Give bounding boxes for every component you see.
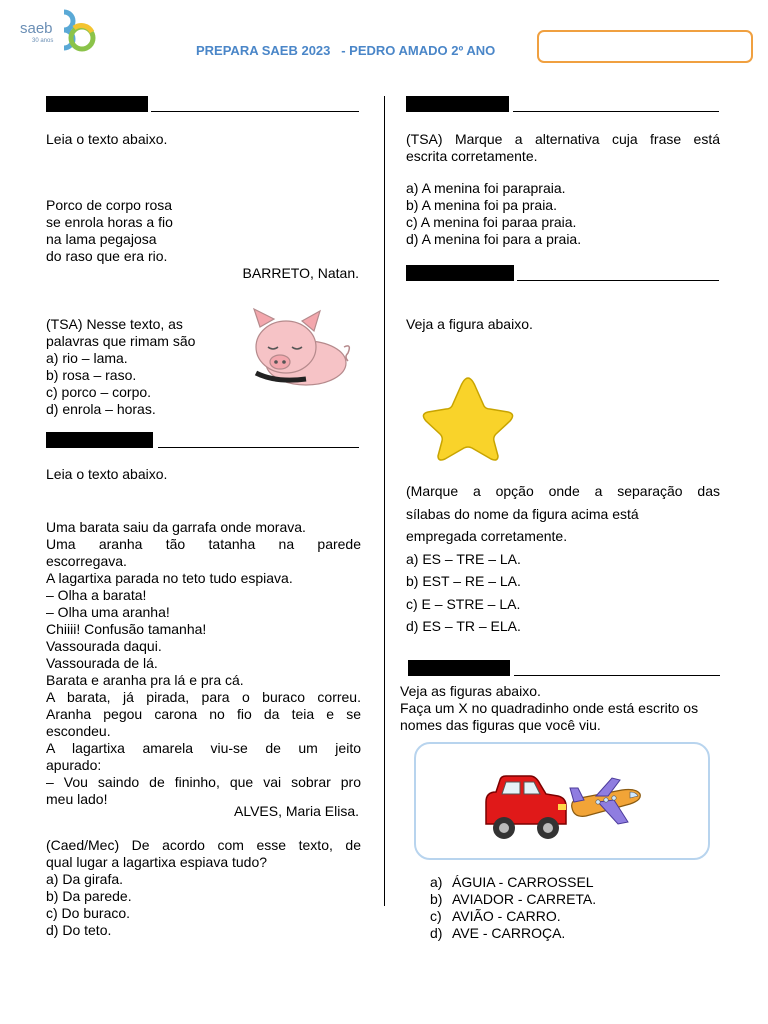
option-letter: c)	[430, 908, 442, 924]
text-line: A barata, já pirada, para o buraco correu.	[46, 689, 361, 705]
star-illustration	[420, 374, 516, 462]
q5-options	[430, 874, 596, 942]
option-letter: b)	[430, 891, 443, 907]
q2-question	[46, 837, 361, 939]
text-line: apurado:	[46, 757, 102, 773]
answer-line	[514, 675, 720, 676]
option[interactable]: c) porco – corpo.	[46, 384, 152, 400]
text-line: A lagartixa amarela viu-se de um jeito	[46, 740, 361, 756]
q4-instruction: Veja a figura abaixo.	[406, 316, 533, 332]
question-line: (Marque a opção onde a separação das	[406, 483, 720, 499]
figures-frame	[414, 742, 710, 860]
option-letter: d)	[430, 925, 443, 941]
text-line: Uma barata saiu da garrafa onde morava.	[46, 519, 306, 535]
option[interactable]: b) Da parede.	[46, 888, 132, 904]
question-line: escrita corretamente.	[406, 148, 538, 164]
saeb-logo	[18, 8, 100, 58]
pig-illustration	[244, 305, 354, 390]
text-line: escondeu.	[46, 723, 111, 739]
option-text: AVE - CARROÇA.	[452, 925, 566, 941]
text-line: – Vou saindo de fininho, que vai sobrar pro	[46, 774, 361, 790]
option[interactable]	[430, 925, 596, 942]
option[interactable]: a) ES – TRE – LA.	[406, 550, 521, 567]
question-number-box	[46, 432, 153, 448]
text-line: Faça um X no quadradinho onde está escrito os	[400, 700, 699, 716]
text-line: Vassourada de lá.	[46, 655, 158, 671]
option[interactable]: a) rio – lama.	[46, 350, 128, 366]
question-number-box	[406, 265, 514, 281]
poem-line: se enrola horas a fio	[46, 214, 173, 230]
option-text: AVIÃO - CARRO.	[452, 908, 561, 924]
question-number-box	[408, 660, 510, 676]
option[interactable]: c) A menina foi paraa praia.	[406, 214, 577, 230]
question-number-box	[46, 96, 148, 112]
option[interactable]: d) enrola – horas.	[46, 401, 156, 417]
q2-instruction: Leia o texto abaixo.	[46, 466, 168, 482]
car-illustration	[482, 774, 572, 844]
poem-line: Porco de corpo rosa	[46, 197, 173, 213]
option[interactable]: d) ES – TR – ELA.	[406, 618, 521, 634]
question-line: sílabas do nome da figura acima está	[406, 505, 639, 522]
text-line: Aranha pegou carona no fio da teia e se	[46, 706, 361, 722]
option[interactable]: c) Do buraco.	[46, 905, 131, 921]
option[interactable]: b) rosa – raso.	[46, 367, 137, 383]
text-line: – Olha a barata!	[46, 587, 147, 603]
option[interactable]: d) A menina foi para a praia.	[406, 231, 582, 247]
q4-question	[406, 480, 720, 638]
answer-line	[151, 111, 359, 112]
question-line: (Caed/Mec) De acordo com esse texto, de	[46, 837, 361, 853]
q5-text	[400, 683, 698, 734]
page-title: PREPARA SAEB 2023 - PEDRO AMADO 2º ANO	[196, 43, 496, 58]
option[interactable]: a) Da girafa.	[46, 871, 124, 887]
option[interactable]	[430, 908, 596, 925]
answer-line	[517, 280, 719, 281]
text-line: Uma aranha tão tatanha na parede	[46, 536, 361, 552]
option-text: ÁGUIA - CARROSSEL	[452, 874, 594, 890]
answer-line	[158, 447, 359, 448]
option[interactable]: d) Do teto.	[46, 922, 112, 938]
question-line: empregada corretamente.	[406, 528, 568, 544]
question-line: palavras que rimam são	[46, 333, 196, 349]
question-number-box	[406, 96, 509, 112]
option[interactable]: b) A menina foi pa praia.	[406, 197, 557, 213]
option[interactable]: b) EST – RE – LA.	[406, 573, 521, 589]
option-text: AVIADOR - CARRETA.	[452, 891, 597, 907]
q1-instruction: Leia o texto abaixo.	[46, 131, 168, 147]
option-letter: a)	[430, 874, 443, 890]
column-divider	[384, 96, 385, 906]
question-line: (TSA) Nesse texto, as	[46, 316, 183, 332]
q2-author: ALVES, Maria Elisa.	[233, 803, 359, 819]
name-box[interactable]	[537, 30, 753, 63]
answer-line	[513, 111, 719, 112]
poem-line: do raso que era rio.	[46, 248, 168, 264]
airplane-illustration	[568, 774, 646, 830]
text-line: – Olha uma aranha!	[46, 604, 170, 620]
text-line: Vassourada daqui.	[46, 638, 162, 654]
q1-author: BARRETO, Natan.	[242, 265, 359, 281]
option[interactable]	[430, 874, 596, 891]
text-line: escorregava.	[46, 553, 127, 569]
logo-text: saeb	[20, 20, 53, 37]
question-line: qual lugar a lagartixa espiava tudo?	[46, 854, 268, 870]
question-line: (TSA) Marque a alternativa cuja frase está	[406, 131, 720, 147]
text-line: Chiiii! Confusão tamanha!	[46, 621, 207, 637]
q1-question	[46, 316, 195, 418]
poem-line: na lama pegajosa	[46, 231, 157, 247]
option[interactable]: a) A menina foi parapraia.	[406, 180, 566, 196]
text-line: meu lado!	[46, 791, 108, 807]
text-line: Veja as figuras abaixo.	[400, 683, 541, 699]
q3-question	[406, 131, 720, 248]
text-line: Barata e aranha pra lá e pra cá.	[46, 672, 244, 688]
q1-poem	[46, 197, 173, 265]
text-line: A lagartixa parada no teto tudo espiava.	[46, 570, 293, 586]
option[interactable]	[430, 891, 596, 908]
q2-text	[46, 519, 361, 808]
logo-subtext: 30 anos	[32, 38, 54, 44]
text-line: nomes das figuras que você viu.	[400, 717, 601, 733]
option[interactable]: c) E – STRE – LA.	[406, 595, 521, 612]
